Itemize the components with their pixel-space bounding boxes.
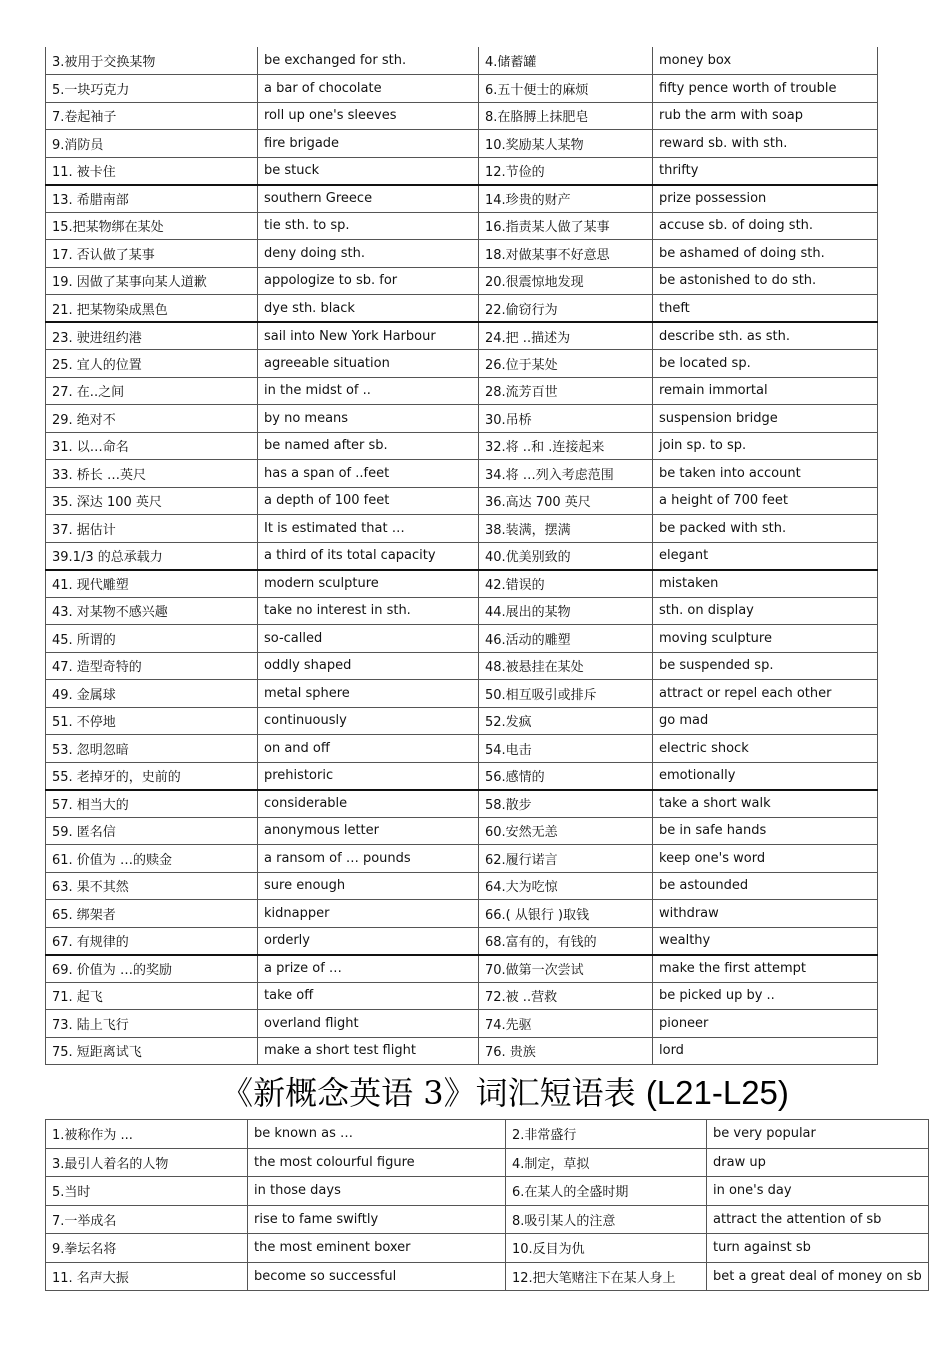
english-phrase-cell: be known as … bbox=[248, 1120, 506, 1149]
english-phrase-cell: make the first attempt bbox=[653, 955, 878, 983]
english-phrase-cell: orderly bbox=[258, 927, 479, 955]
chinese-term-cell: 45. 所谓的 bbox=[46, 625, 258, 653]
english-phrase-cell: elegant bbox=[653, 542, 878, 570]
chinese-term-cell: 31. 以…命名 bbox=[46, 432, 258, 460]
english-phrase-cell: so-called bbox=[258, 625, 479, 653]
english-phrase-cell: overland flight bbox=[258, 1010, 479, 1038]
english-phrase-cell: in one's day bbox=[707, 1177, 929, 1206]
english-phrase-cell: It is estimated that … bbox=[258, 515, 479, 543]
chinese-term-cell: 1.被称作为 ... bbox=[46, 1120, 248, 1149]
english-phrase-cell: in the midst of .. bbox=[258, 377, 479, 405]
english-phrase-cell: accuse sb. of doing sth. bbox=[653, 212, 878, 240]
chinese-term-cell: 5.一块巧克力 bbox=[46, 75, 258, 103]
chinese-term-cell: 65. 绑架者 bbox=[46, 900, 258, 928]
chinese-term-cell: 4.制定，草拟 bbox=[506, 1148, 707, 1177]
english-phrase-cell: the most eminent boxer bbox=[248, 1234, 506, 1263]
english-phrase-cell: considerable bbox=[258, 790, 479, 818]
section-title-lessons: (L21-L25) bbox=[645, 1074, 789, 1111]
english-phrase-cell: kidnapper bbox=[258, 900, 479, 928]
table-row bbox=[46, 1120, 929, 1149]
english-phrase-cell: be ashamed of doing sth. bbox=[653, 240, 878, 268]
english-phrase-cell: on and off bbox=[258, 735, 479, 763]
table-row bbox=[46, 377, 878, 405]
chinese-term-cell: 71. 起飞 bbox=[46, 982, 258, 1010]
chinese-term-cell: 52.发疯 bbox=[479, 707, 653, 735]
chinese-term-cell: 2.非常盛行 bbox=[506, 1120, 707, 1149]
chinese-term-cell: 48.被悬挂在某处 bbox=[479, 652, 653, 680]
table-row bbox=[46, 762, 878, 790]
english-phrase-cell: remain immortal bbox=[653, 377, 878, 405]
chinese-term-cell: 26.位于某处 bbox=[479, 350, 653, 378]
chinese-term-cell: 50.相互吸引或排斥 bbox=[479, 680, 653, 708]
english-phrase-cell: take no interest in sth. bbox=[258, 597, 479, 625]
chinese-term-cell: 9.拳坛名将 bbox=[46, 1234, 248, 1263]
english-phrase-cell: draw up bbox=[707, 1148, 929, 1177]
chinese-term-cell: 7.一举成名 bbox=[46, 1205, 248, 1234]
chinese-term-cell: 56.感情的 bbox=[479, 762, 653, 790]
chinese-term-cell: 51. 不停地 bbox=[46, 707, 258, 735]
chinese-term-cell: 76. 贵族 bbox=[479, 1037, 653, 1065]
english-phrase-cell: be astonished to do sth. bbox=[653, 267, 878, 295]
chinese-term-cell: 61. 价值为 …的赎金 bbox=[46, 845, 258, 873]
english-phrase-cell: a ransom of … pounds bbox=[258, 845, 479, 873]
chinese-term-cell: 34.将 …列入考虑范围 bbox=[479, 460, 653, 488]
table-row bbox=[46, 75, 878, 103]
chinese-term-cell: 10.反目为仇 bbox=[506, 1234, 707, 1263]
chinese-term-cell: 72.被 ..营救 bbox=[479, 982, 653, 1010]
english-phrase-cell: take a short walk bbox=[653, 790, 878, 818]
english-phrase-cell: rise to fame swiftly bbox=[248, 1205, 506, 1234]
english-phrase-cell: fifty pence worth of trouble bbox=[653, 75, 878, 103]
chinese-term-cell: 44.展出的某物 bbox=[479, 597, 653, 625]
section-title bbox=[0, 1068, 950, 1114]
english-phrase-cell: has a span of ..feet bbox=[258, 460, 479, 488]
english-phrase-cell: turn against sb bbox=[707, 1234, 929, 1263]
table-row bbox=[46, 405, 878, 433]
table-row bbox=[46, 240, 878, 268]
table-row bbox=[46, 597, 878, 625]
vocabulary-table-1 bbox=[45, 47, 878, 1065]
chinese-term-cell: 73. 陆上飞行 bbox=[46, 1010, 258, 1038]
english-phrase-cell: tie sth. to sp. bbox=[258, 212, 479, 240]
english-phrase-cell: a prize of … bbox=[258, 955, 479, 983]
chinese-term-cell: 8.吸引某人的注意 bbox=[506, 1205, 707, 1234]
chinese-term-cell: 53. 忽明忽暗 bbox=[46, 735, 258, 763]
english-phrase-cell: prize possession bbox=[653, 185, 878, 213]
english-phrase-cell: be named after sb. bbox=[258, 432, 479, 460]
table-row bbox=[46, 707, 878, 735]
table-row bbox=[46, 542, 878, 570]
chinese-term-cell: 3.最引人着名的人物 bbox=[46, 1148, 248, 1177]
chinese-term-cell: 41. 现代雕塑 bbox=[46, 570, 258, 598]
chinese-term-cell: 63. 果不其然 bbox=[46, 872, 258, 900]
chinese-term-cell: 13. 希腊南部 bbox=[46, 185, 258, 213]
english-phrase-cell: wealthy bbox=[653, 927, 878, 955]
english-phrase-cell: be located sp. bbox=[653, 350, 878, 378]
english-phrase-cell: electric shock bbox=[653, 735, 878, 763]
english-phrase-cell: go mad bbox=[653, 707, 878, 735]
chinese-term-cell: 43. 对某物不感兴趣 bbox=[46, 597, 258, 625]
chinese-term-cell: 30.吊桥 bbox=[479, 405, 653, 433]
chinese-term-cell: 21. 把某物染成黑色 bbox=[46, 295, 258, 323]
table-row bbox=[46, 515, 878, 543]
english-phrase-cell: become so successful bbox=[248, 1262, 506, 1291]
table-row bbox=[46, 102, 878, 130]
chinese-term-cell: 32.将 ..和 .连接起来 bbox=[479, 432, 653, 460]
table-row bbox=[46, 157, 878, 185]
english-phrase-cell: emotionally bbox=[653, 762, 878, 790]
table-row bbox=[46, 1037, 878, 1065]
english-phrase-cell: be in safe hands bbox=[653, 817, 878, 845]
chinese-term-cell: 67. 有规律的 bbox=[46, 927, 258, 955]
english-phrase-cell: modern sculpture bbox=[258, 570, 479, 598]
english-phrase-cell: theft bbox=[653, 295, 878, 323]
chinese-term-cell: 18.对做某事不好意思 bbox=[479, 240, 653, 268]
table-row bbox=[46, 295, 878, 323]
english-phrase-cell: lord bbox=[653, 1037, 878, 1065]
chinese-term-cell: 19. 因做了某事向某人道歉 bbox=[46, 267, 258, 295]
english-phrase-cell: roll up one's sleeves bbox=[258, 102, 479, 130]
english-phrase-cell: rub the arm with soap bbox=[653, 102, 878, 130]
chinese-term-cell: 74.先驱 bbox=[479, 1010, 653, 1038]
chinese-term-cell: 12.节俭的 bbox=[479, 157, 653, 185]
chinese-term-cell: 33. 桥长 …英尺 bbox=[46, 460, 258, 488]
english-phrase-cell: describe sth. as sth. bbox=[653, 322, 878, 350]
english-phrase-cell: bet a great deal of money on sb bbox=[707, 1262, 929, 1291]
chinese-term-cell: 64.大为吃惊 bbox=[479, 872, 653, 900]
chinese-term-cell: 6.在某人的全盛时期 bbox=[506, 1177, 707, 1206]
chinese-term-cell: 60.安然无恙 bbox=[479, 817, 653, 845]
chinese-term-cell: 49. 金属球 bbox=[46, 680, 258, 708]
chinese-term-cell: 16.指责某人做了某事 bbox=[479, 212, 653, 240]
english-phrase-cell: pioneer bbox=[653, 1010, 878, 1038]
english-phrase-cell: moving sculpture bbox=[653, 625, 878, 653]
english-phrase-cell: dye sth. black bbox=[258, 295, 479, 323]
chinese-term-cell: 11. 被卡住 bbox=[46, 157, 258, 185]
english-phrase-cell: a height of 700 feet bbox=[653, 487, 878, 515]
chinese-term-cell: 4.储蓄罐 bbox=[479, 47, 653, 75]
english-phrase-cell: money box bbox=[653, 47, 878, 75]
chinese-term-cell: 42.错误的 bbox=[479, 570, 653, 598]
chinese-term-cell: 58.散步 bbox=[479, 790, 653, 818]
english-phrase-cell: sth. on display bbox=[653, 597, 878, 625]
table-row bbox=[46, 982, 878, 1010]
english-phrase-cell: take off bbox=[258, 982, 479, 1010]
table-row bbox=[46, 185, 878, 213]
english-phrase-cell: deny doing sth. bbox=[258, 240, 479, 268]
table-row bbox=[46, 680, 878, 708]
english-phrase-cell: sail into New York Harbour bbox=[258, 322, 479, 350]
chinese-term-cell: 22.偷窃行为 bbox=[479, 295, 653, 323]
english-phrase-cell: agreeable situation bbox=[258, 350, 479, 378]
english-phrase-cell: be suspended sp. bbox=[653, 652, 878, 680]
english-phrase-cell: prehistoric bbox=[258, 762, 479, 790]
table-row bbox=[46, 1148, 929, 1177]
table-row bbox=[46, 735, 878, 763]
english-phrase-cell: a bar of chocolate bbox=[258, 75, 479, 103]
english-phrase-cell: be astounded bbox=[653, 872, 878, 900]
chinese-term-cell: 23. 驶进纽约港 bbox=[46, 322, 258, 350]
chinese-term-cell: 39.1/3 的总承载力 bbox=[46, 542, 258, 570]
english-phrase-cell: be exchanged for sth. bbox=[258, 47, 479, 75]
chinese-term-cell: 29. 绝对不 bbox=[46, 405, 258, 433]
english-phrase-cell: be stuck bbox=[258, 157, 479, 185]
table-row bbox=[46, 322, 878, 350]
chinese-term-cell: 28.流芳百世 bbox=[479, 377, 653, 405]
chinese-term-cell: 40.优美别致的 bbox=[479, 542, 653, 570]
english-phrase-cell: make a short test flight bbox=[258, 1037, 479, 1065]
english-phrase-cell: continuously bbox=[258, 707, 479, 735]
table-row bbox=[46, 872, 878, 900]
table-row bbox=[46, 1205, 929, 1234]
english-phrase-cell: by no means bbox=[258, 405, 479, 433]
table-row bbox=[46, 1234, 929, 1263]
table-row bbox=[46, 790, 878, 818]
chinese-term-cell: 27. 在..之间 bbox=[46, 377, 258, 405]
table-row bbox=[46, 47, 878, 75]
chinese-term-cell: 8.在胳膊上抹肥皂 bbox=[479, 102, 653, 130]
chinese-term-cell: 70.做第一次尝试 bbox=[479, 955, 653, 983]
chinese-term-cell: 37. 据估计 bbox=[46, 515, 258, 543]
english-phrase-cell: a third of its total capacity bbox=[258, 542, 479, 570]
table-row bbox=[46, 570, 878, 598]
table-row bbox=[46, 652, 878, 680]
table-row bbox=[46, 817, 878, 845]
chinese-term-cell: 10.奖励某人某物 bbox=[479, 130, 653, 158]
english-phrase-cell: oddly shaped bbox=[258, 652, 479, 680]
english-phrase-cell: withdraw bbox=[653, 900, 878, 928]
chinese-term-cell: 47. 造型奇特的 bbox=[46, 652, 258, 680]
chinese-term-cell: 36.高达 700 英尺 bbox=[479, 487, 653, 515]
section-title-main: 《新概念英语 3》词汇短语表 bbox=[221, 1074, 636, 1112]
table-row bbox=[46, 845, 878, 873]
chinese-term-cell: 5.当时 bbox=[46, 1177, 248, 1206]
chinese-term-cell: 55. 老掉牙的，史前的 bbox=[46, 762, 258, 790]
english-phrase-cell: reward sb. with sth. bbox=[653, 130, 878, 158]
table-row bbox=[46, 900, 878, 928]
chinese-term-cell: 7.卷起袖子 bbox=[46, 102, 258, 130]
english-phrase-cell: in those days bbox=[248, 1177, 506, 1206]
chinese-term-cell: 59. 匿名信 bbox=[46, 817, 258, 845]
table-row bbox=[46, 1262, 929, 1291]
table-row bbox=[46, 1010, 878, 1038]
english-phrase-cell: join sp. to sp. bbox=[653, 432, 878, 460]
english-phrase-cell: attract or repel each other bbox=[653, 680, 878, 708]
chinese-term-cell: 66.( 从银行 )取钱 bbox=[479, 900, 653, 928]
chinese-term-cell: 3.被用于交换某物 bbox=[46, 47, 258, 75]
chinese-term-cell: 35. 深达 100 英尺 bbox=[46, 487, 258, 515]
chinese-term-cell: 54.电击 bbox=[479, 735, 653, 763]
chinese-term-cell: 75. 短距离试飞 bbox=[46, 1037, 258, 1065]
english-phrase-cell: suspension bridge bbox=[653, 405, 878, 433]
english-phrase-cell: appologize to sb. for bbox=[258, 267, 479, 295]
chinese-term-cell: 62.履行诺言 bbox=[479, 845, 653, 873]
table-row bbox=[46, 487, 878, 515]
table-row bbox=[46, 460, 878, 488]
table-row bbox=[46, 267, 878, 295]
english-phrase-cell: keep one's word bbox=[653, 845, 878, 873]
english-phrase-cell: anonymous letter bbox=[258, 817, 479, 845]
english-phrase-cell: metal sphere bbox=[258, 680, 479, 708]
chinese-term-cell: 69. 价值为 …的奖励 bbox=[46, 955, 258, 983]
english-phrase-cell: be taken into account bbox=[653, 460, 878, 488]
chinese-term-cell: 46.活动的雕塑 bbox=[479, 625, 653, 653]
chinese-term-cell: 25. 宜人的位置 bbox=[46, 350, 258, 378]
table-row bbox=[46, 1177, 929, 1206]
english-phrase-cell: attract the attention of sb bbox=[707, 1205, 929, 1234]
table-row bbox=[46, 927, 878, 955]
chinese-term-cell: 38.装满，摆满 bbox=[479, 515, 653, 543]
english-phrase-cell: fire brigade bbox=[258, 130, 479, 158]
chinese-term-cell: 17. 否认做了某事 bbox=[46, 240, 258, 268]
chinese-term-cell: 57. 相当大的 bbox=[46, 790, 258, 818]
chinese-term-cell: 12.把大笔赌注下在某人身上 bbox=[506, 1262, 707, 1291]
table-row bbox=[46, 432, 878, 460]
chinese-term-cell: 20.很震惊地发现 bbox=[479, 267, 653, 295]
english-phrase-cell: sure enough bbox=[258, 872, 479, 900]
table-row bbox=[46, 350, 878, 378]
chinese-term-cell: 14.珍贵的财产 bbox=[479, 185, 653, 213]
table-row bbox=[46, 955, 878, 983]
table-row bbox=[46, 130, 878, 158]
chinese-term-cell: 9.消防员 bbox=[46, 130, 258, 158]
english-phrase-cell: mistaken bbox=[653, 570, 878, 598]
table-row bbox=[46, 212, 878, 240]
chinese-term-cell: 15.把某物绑在某处 bbox=[46, 212, 258, 240]
english-phrase-cell: the most colourful figure bbox=[248, 1148, 506, 1177]
table-row bbox=[46, 625, 878, 653]
chinese-term-cell: 6.五十便士的麻烦 bbox=[479, 75, 653, 103]
english-phrase-cell: be picked up by .. bbox=[653, 982, 878, 1010]
english-phrase-cell: be very popular bbox=[707, 1120, 929, 1149]
vocabulary-table-2 bbox=[45, 1119, 929, 1291]
chinese-term-cell: 24.把 ..描述为 bbox=[479, 322, 653, 350]
chinese-term-cell: 11. 名声大振 bbox=[46, 1262, 248, 1291]
english-phrase-cell: thrifty bbox=[653, 157, 878, 185]
english-phrase-cell: be packed with sth. bbox=[653, 515, 878, 543]
chinese-term-cell: 68.富有的，有钱的 bbox=[479, 927, 653, 955]
english-phrase-cell: a depth of 100 feet bbox=[258, 487, 479, 515]
english-phrase-cell: southern Greece bbox=[258, 185, 479, 213]
